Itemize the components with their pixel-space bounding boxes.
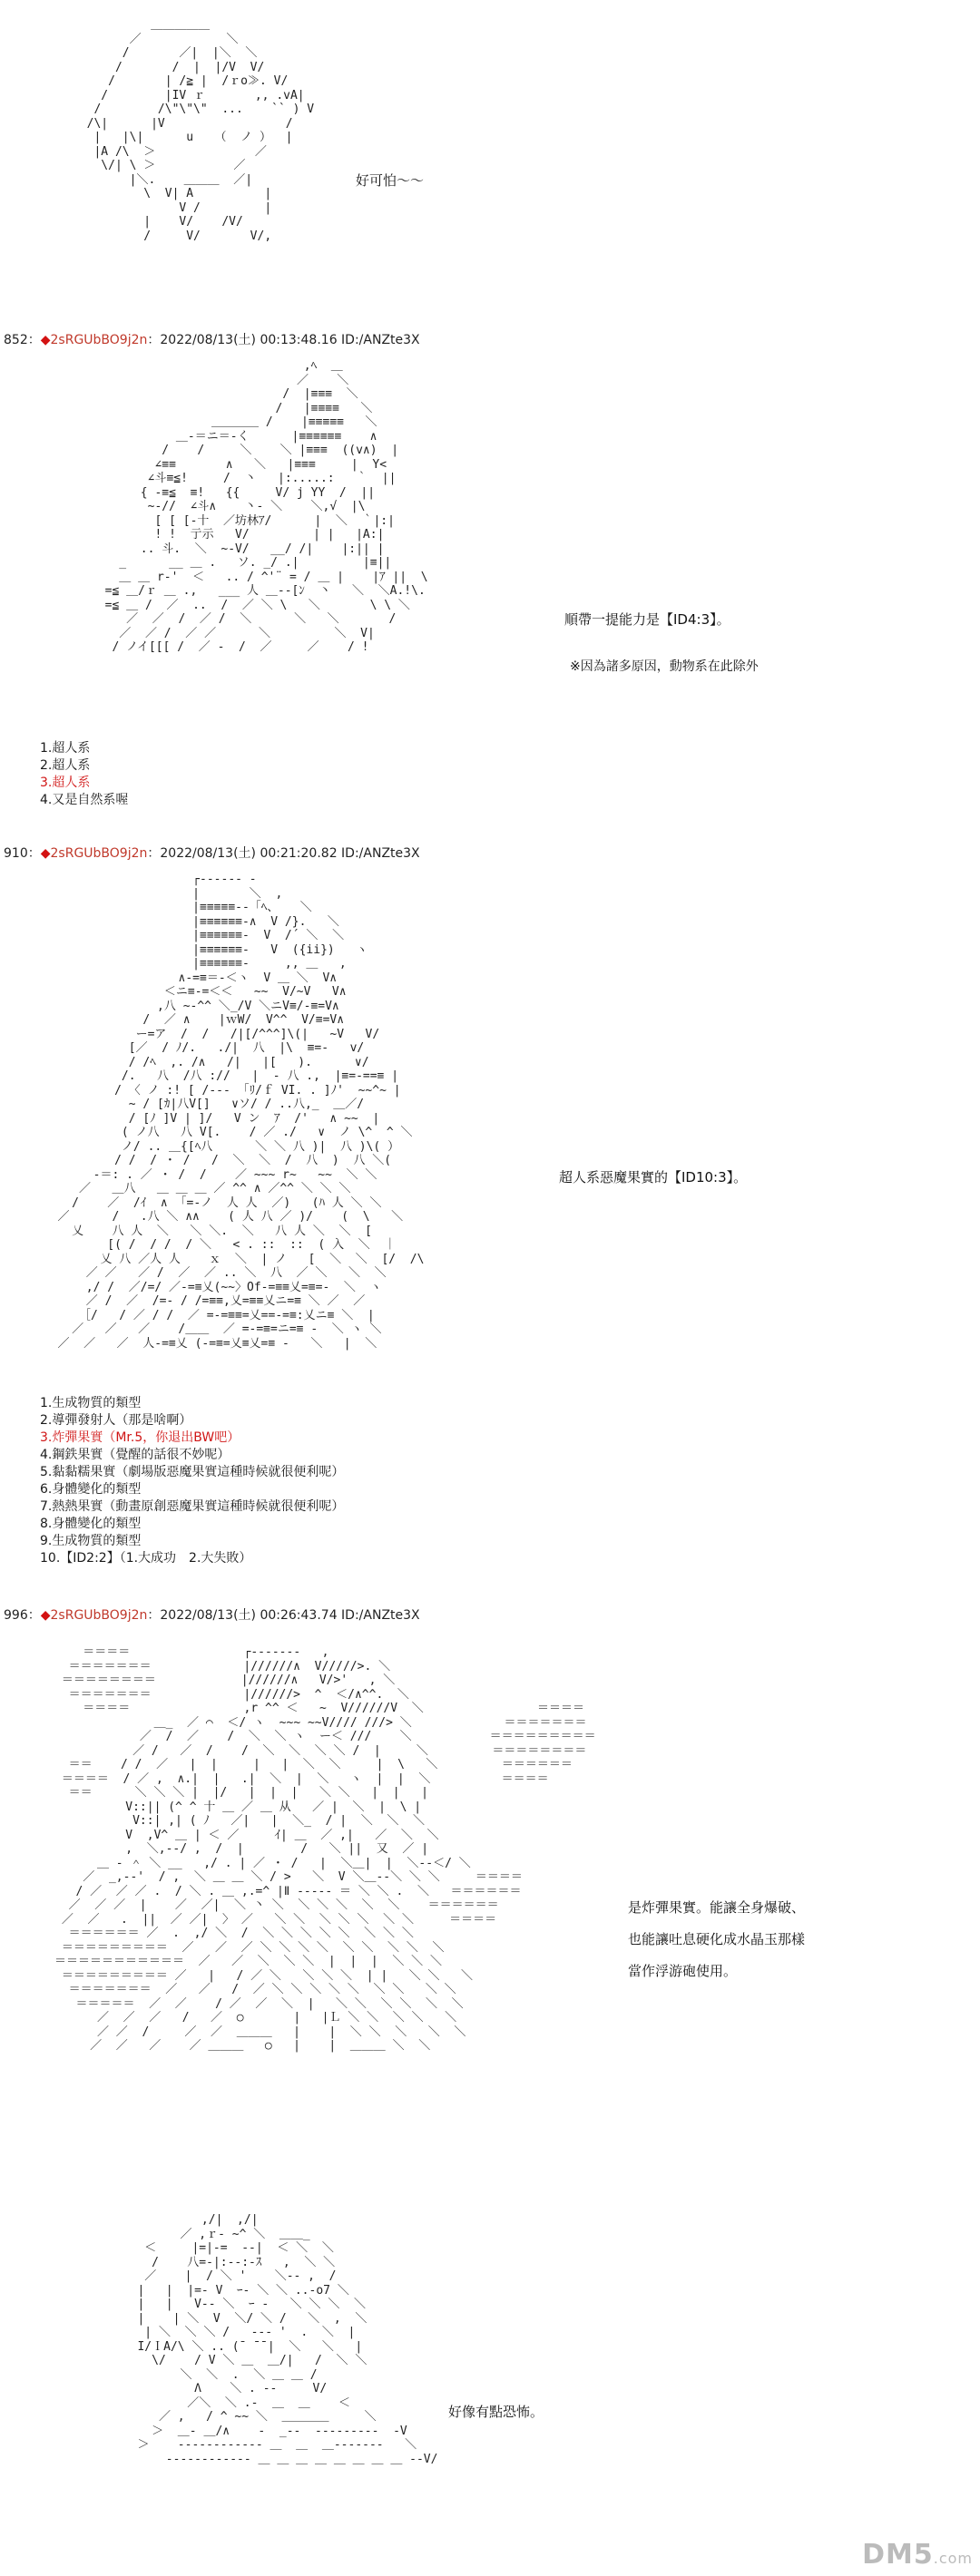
option-item: 6.身體變化的類型 (40, 1482, 142, 1497)
diamond-icon: ◆ (40, 846, 51, 861)
post-header-852 (4, 330, 420, 348)
option-item: 2.導彈發射人（那是啥啊） (40, 1413, 192, 1428)
post-header-910 (4, 844, 420, 862)
option-item: 7.熱熱果實（動畫原創惡魔果實這種時候就很便利呢） (40, 1499, 345, 1514)
caption-scary-2: 好像有點恐怖。 (448, 2404, 544, 2420)
caption-scary: 好可怕～～ (356, 172, 425, 189)
option-item: 8.身體變化的類型 (40, 1517, 142, 1531)
caption-devil-fruit: 超人系惡魔果實的【ID10:3】。 (559, 1169, 748, 1186)
option-item: 1.生成物質的類型 (40, 1396, 142, 1410)
post-meta: ：2022/08/13(土) 00:21:20.82 ID:/ANZte3X (147, 846, 420, 861)
option-list-852 (40, 740, 128, 809)
option-item: 4.又是自然系喔 (40, 793, 129, 807)
option-item: 1.超人系 (40, 741, 91, 756)
option-item: 9.生成物質的類型 (40, 1534, 142, 1548)
trip-link[interactable]: 2sRGUbBO9j2n (50, 846, 148, 861)
ascii-art-4: ＝＝＝＝ ┌‐‐‐‐‐‐- , ＝＝＝＝＝＝＝ |//////∧ V/////>. ＼ ＝＝＝＝＝＝＝＝ |//////∧ V/>' , ＼ ＝＝＝＝＝＝＝ |//////> ^ ＜/∧^^. ＼ ＝＝＝＝ ,r ^^ ＜ ~ V//////V ＼ ＝＝＝＝ ＿_ ／ ⌒ ＜/ ヽ ~~~ ~~V//// ///> ＼ ＝＝＝＝＝＝＝ ／ / ／ / ＼ ＼ ヽ ー＜ /// ＼ ＝＝＝＝＝＝＝＝＝ ／ / ／ / / ＼ ＼ ＼ ＼ / | ＼ ＝＝＝＝＝＝＝＝ ＝＝ / / ／ | | | | ＼ ＼ | \ ＼ ＝＝＝＝＝＝ ＝＝＝＝ / ／ , ∧.| | .| ＼ | ＼ ヽ | | ＼ ＝＝＝＝ ＝＝ ＼ ＼ ＼ | |/ | | | ＼ ＼ | | | V::|| (^ ^ 十 ＿ ／ ＿ 从 ／ | ＼ | \ | V::| ,| ( ﾉ ／| | ＼_ / | ＼ ＼ ＼ V ,V^ ＿ | ＜ ／ ｲ| ＿ ／ ,| ／ ＼ ＼ , ＼,--/ , / | / ＼ || 又 ／ | ＿ - ＾ ＼ __ ,/ . | ／ ・ / | ＼＿| | ＼-‐＜/ ＼ ／ _,-‐' / , ＼ ＿ ＿ ＼ / > ＼ V ＼＿-‐＼ ＼ ＼ ＝＝＝＝ / ／ ／ ／ . / ＼ . ＿ ,.=^ |Ⅱ ‐‐‐‐‐ ＝ ＼ ＼ . ＼ ＝＝＝＝＝＝ ／ ／ ／ | ／ ／| ＼ 丶 ＼ ＼ ＼ ＼ ＼ ＼ ＝＝＝＝＝＝ ／ ／ . || ／ ／| 〉 ／ ＼ ＼ ＼ ＼ ＼ ＼ ＼ ＝＝＝＝ ＝＝＝＝＝＝ ／ . ,/ ＼ / ＼ ＼ ＼ ＼ ＼ ＼ ＼ ＼ ＝＝＝＝＝＝＝＝＝ ／ ／ ／ ＼ ＼ ＼ ＼ ＼ ＼ ＼ ＼ ＼ ＝＝＝＝＝＝＝＝＝＝＝ ／ ／ ＼ ＼ ＼ | | | ＼ ＼ ＼ ＝＝＝＝＝＝＝＝＝ ／ | / ／ ＼ ＼ ＼ ＼ | | ＼ ＼ ＼ ＝＝＝＝＝＝＝ ／ ／ / ／ ＼ ＼ ＼ ＼ ＼ ＼ ＼ ＼ ＼ ＝＝＝＝＝ ／ ／ / ／ ／ ＼ | ＼ ＼ ＼ ＼ ＼ ＼ ／ ／ ／ / ／ ○ | |Ｌ ＼ ＼ ＼ ＼ ＼ ／ ／ / ／ ／ ＿＿＿ | | ＼ ＼ ＼ ＼ ＼ ／ ／ ／ ／ ＿＿＿ ○ | | ＿＿＿ ＼ ＼ (54, 1645, 596, 2053)
caption-ability: 順帶一提能力是【ID4:3】。 (564, 611, 730, 628)
ascii-art-3: ┌‐‐‐‐‐‐ - | ＼ , |≡≡≡≡≡‐-「ﾍ、 ＼ |≡≡≡≡≡≡-∧ V /}. ＼ |≡≡≡≡≡≡- V /´ ＼ ＼ |≡≡≡≡≡≡- V ({ii}) ヽ |≡≡≡≡≡≡- ,, ＿ , ∧-=≡＝-＜ヽ V ＿ ＼ V∧ ＜ニ≡-=＜＜ ~~ V/~V V∧ ,八 ~‐^^ ＼_/V ＼ニV≡/‐≡=V∧ / ／ ∧ |ｗW/ V^^ V/≡=V∧ ー=ア / / /|[/^^^]\(| ~V V/ [／ / ﾉ/. ./| 八 |\ ≡=- v/ / /ﾍ ,. /∧ /| |[ ). ∨/ /. 八 /八 :// | ‐ 八 ., |≡=-==≡ | / 〈 ノ :! [ /‐-- 「ﾘ/ｆ VI. . ]ﾉ' ~~^~ | ~ / [ｶ|八V[] ∨ソ/ / ..八,_ ＿／/ / [ﾉ ]V | ]/ V ン ｱ /' ∧ ~~ | ( ノ八 八 V[. / ／ ./ ∨ ノ \^ ^ ＼ ノ/ .. ＿{[ﾍ八 ＼ ＼ 八 )| 八 )\( ） / / / ・ / / ＼ ＼ / 八 ) 八 ＼( ‐＝: . ／ ・ / / ／ ~~~ r~ ~~ ＼ ＼ ／ ＿八 ＿ ＿ ＿ ／ ^^ ∧ ／^^ ＼ ＼ ＼ / ／ /ｲ ∧ 「=‐ノ 人 人 ／) (ﾊ 人 ＼ ＼ ／ / .八 ＼ ∧∧ ( 人 八 ／ )/ ( \ ＼ 乂 八 人 ＼ ＼ ＼. ＼ 八 人 ＼ ＼ [ [( / / / / ＼ < . :: :: ( 入 ＼ ｜ 乂 八 ／人 人 ｘ ＼ | ノ [ ＼ ＼ [/ /\ ／ ／ ／ / ／ ／ .. ＼ 八 ／ ＼ ＼ ＼ ,/ / ／/=/ ／‐=≡乂(~~〉Of‐=≡≡乂=≡=‐ ＼ ヽ ／ / ／ /=‐ / /=≡≡,乂=≡≡乂ニ=≡ ＼ ／ ／ ［/ / ／ / / ／ =‐=≡≡=乂==‐=≡:乂ニ≡ ＼ | ／ ／ ／ /＿＿ ／ =‐=≡=ニ=≡ ‐ ＼ ヽ ＼ ／ ／ ／ 人‐=≡乂 (-=≡=乂≡乂=≡ ‐ ＼ | ＼ (57, 873, 425, 1351)
option-item-selected: 3.超人系 (40, 776, 91, 790)
ascii-art-5: ,/| ,/| ／ ,ｒ‐ ~^ ＼ ＿＿_ ＜ |=|‐= ‐‐| ＜ ＼ ＼ / 八=-|:-‐:-ｽ , ＼ ＼ ／ | / ＼ ' ＼‐‐ , / | | |=- V ｰ- ＼ ＼ ..‐o7 ＼ | | V-- ＼ ｰ ‐ ＼ ＼ ＼ ＼ | | ＼ V ＼/ ＼ / ＼ , ＼ | ＼ ＼ ＼ / ‐‐‐ ' . ＼ | I/ＩA/\ ＼ .. (¯ ̄¯¯| ＼ ＼ | \/ / V ＼ ＿ ＿/| / ＼ ＼ ＼ ＼ . ＼ ＿ ＿ / Λ ＼ . -- V/ ／＼ ＼ .‐ ＿ ＿ ＜ ／ , / ^ ~~ ＼ ＿＿＿＿ ＼ ＞ ＿‐ ＿/∧ ‐ _‐‐ ‐‐‐‐‐‐‐‐‐ ‐V ＞ ‐‐‐‐‐‐‐‐‐‐‐‐ ＿ ＿ ＿‐‐‐‐‐‐‐ ＼ ‐‐‐‐‐‐‐‐‐‐‐‐ ＿ ＿ ＿ ＿ ＿ ＿ ＿ ＿ ‐‐V/ (137, 2213, 438, 2466)
option-item: 10.【ID2:2】（1.大成功 2.大失敗） (40, 1551, 252, 1566)
caption-bomb-1: 是炸彈果實。能讓全身爆破、 (628, 1899, 806, 1916)
watermark-logo: DM5 (862, 2539, 934, 2571)
diamond-icon: ◆ (40, 333, 51, 347)
post-meta: ：2022/08/13(土) 00:13:48.16 ID:/ANZte3X (147, 333, 420, 347)
caption-bomb-3: 當作浮游砲使用。 (628, 1963, 738, 1979)
post-header-996 (4, 1605, 420, 1624)
option-item: 5.黏黏糯果實（劇場版惡魔果實這種時候就很便利呢） (40, 1465, 345, 1479)
option-item-selected: 3.炸彈果實（Mr.5，你退出BW吧） (40, 1430, 240, 1445)
watermark (862, 2539, 973, 2571)
watermark-suffix: .com (933, 2550, 973, 2567)
post-number: 996： (4, 1608, 41, 1623)
ascii-art-1: ＿＿＿＿＿ ／ ＼ / ／| |＼ ＼ / / | |/V V/ / | /≧ | /ｒo≫. V/ / |IV ｒ ,, .vA| / /\"\"\" ... `` ) V /\| |V / | |\| u （ ノ ） | |A /\ ＞ ／ \/| \ ＞ ／ |＼. ＿＿＿ ／| \ V| A | V / | | V/ /V/ / V/ V/, (86, 18, 315, 243)
option-list-910 (40, 1395, 344, 1567)
post-meta: ：2022/08/13(土) 00:26:43.74 ID:/ANZte3X (147, 1608, 420, 1623)
diamond-icon: ◆ (40, 1608, 51, 1623)
option-item: 2.超人系 (40, 758, 91, 773)
post-number: 852： (4, 333, 41, 347)
post-number: 910： (4, 846, 41, 861)
ascii-art-2: ,ﾍ ＿ ／ ＼ / |≡≡≡ ＼ / |≡≡≡≡ ＼ ＿＿＿＿ / |≡≡≡≡≡ ＼ ＿-＝ニ＝-く |≡≡≡≡≡≡ ∧ / / ＼ ＼ |≡≡≡ ((v∧) | ∠≡≡ ∧ ＼ |≡≡≡ | Y< ∠斗≡≦! / 丶 |:.....: ｀ || { -≡≦ ≡! {{ V/ j YY / || ~-// ∠斗∧ 丶- ＼ ＼,√ |\ [ [ [-十 ／坊林ｱ/ | ＼ ｀|:| ! ! 亍示 V/ | | |A:| .. 斗. ＼ ~-V/ __/ /| |:|| | _ __ ＿ . ソ. _/ .| |≡|| ＿ ＿ r‐' ＜ .. / ^'¨ = / ＿ | |ｱ || \ =≦ ＿/ｒ ＿ ., ___ 人 ＿-‐[ﾝ 丶 ＼ ＼A.!\. =≦ ＿ / ／ .. / ／ ＼ \ ＼ \ \ ＼ ／ ／ / ／ / ＼ ＼ ＼ / ／ ／ / ／ ／ ＼ ＼ V| / ノイ[[[ / ／ - / ／ ／ / ! (104, 359, 428, 654)
caption-bomb-2: 也能讓吐息硬化成水晶玉那樣 (628, 1931, 806, 1947)
caption-note: ※因為諸多原因，動物系在此除外 (570, 659, 759, 674)
trip-link[interactable]: 2sRGUbBO9j2n (50, 333, 148, 347)
option-item: 4.鋼鉄果實（覺醒的話很不妙呢） (40, 1448, 230, 1462)
trip-link[interactable]: 2sRGUbBO9j2n (50, 1608, 148, 1623)
